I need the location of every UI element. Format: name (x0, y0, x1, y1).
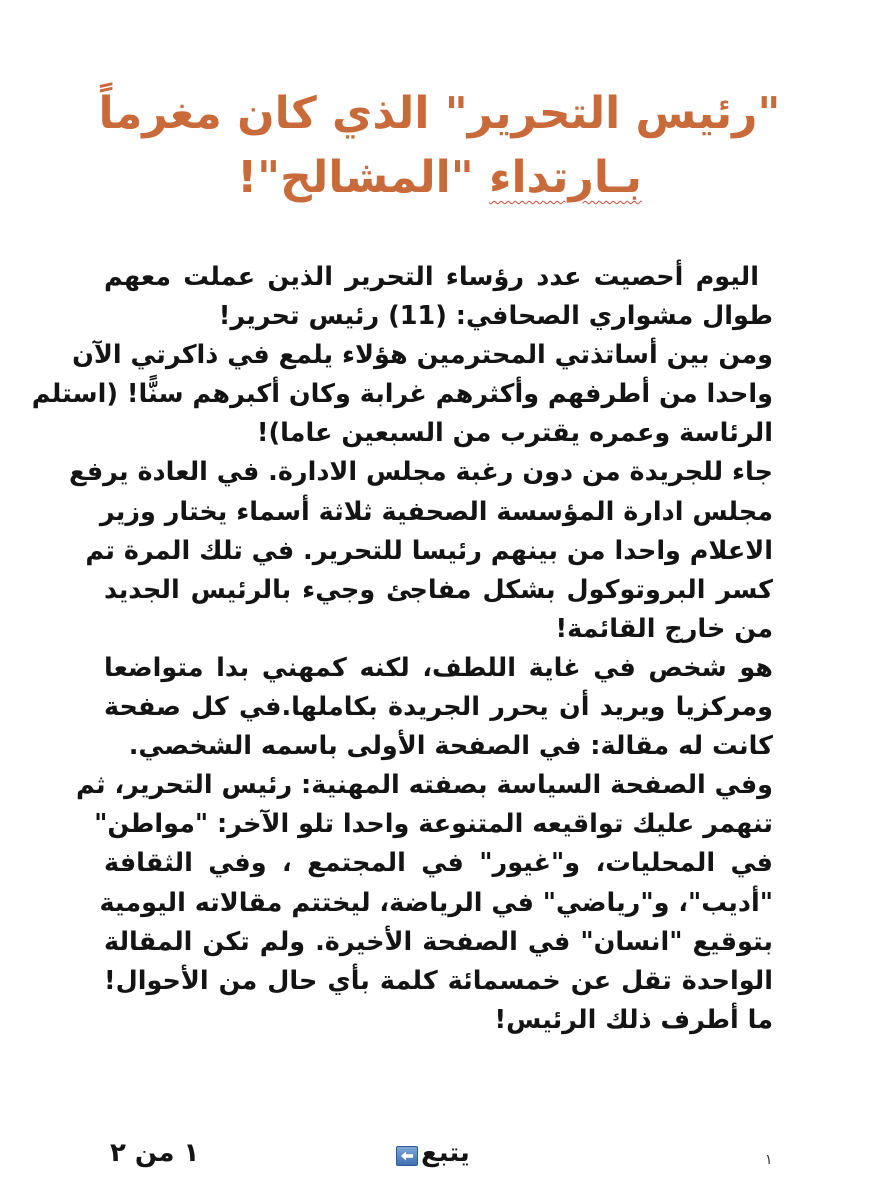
body-line: في المحليات، و"غيور" في المجتمع ، وفي الثقافة (104, 848, 773, 879)
body-line: ما أطرف ذلك الرئيس! (494, 1004, 773, 1035)
title-line-1: "رئيس التحرير" الذي كان مغرماً (98, 88, 781, 139)
body-line: الواحدة تقل عن خمسمائة كلمة بأي حال من الأحوال! (104, 965, 773, 996)
continue-label: يتبع (421, 1138, 470, 1168)
article-body (31, 258, 773, 1040)
body-line: هو شخص في غاية اللطف، لكنه كمهني بدا متواضعا (104, 652, 773, 683)
title-line-2: "المشالح"! (237, 152, 489, 203)
body-line: ومن بين أساتذتي المحترمين هؤلاء يلمع في ذاكرتي الآن (72, 340, 773, 371)
body-line: الاعلام واحدا من بينهم رئيسا للتحرير. في تلك المرة تم (85, 535, 773, 566)
page-count-label: ١ من ٢ (110, 1138, 200, 1168)
title-misspelled-word: بـارتداء (488, 152, 642, 203)
body-line: بتوقيع "انسان" في الصفحة الأخيرة. ولم تكن المقالة (104, 926, 773, 957)
body-line: واحدا من أطرفهم وأكثرهم غرابة وكان أكبرهم سنًّا! (استلم (31, 379, 773, 410)
article-title (60, 82, 819, 210)
continue-link[interactable] (396, 1138, 470, 1168)
page-footer (0, 1138, 879, 1178)
body-line: كانت له مقالة: في الصفحة الأولى باسمه الشخصي. (128, 731, 773, 762)
body-line: وفي الصفحة السياسة بصفته المهنية: رئيس التحرير، ثم (76, 770, 773, 801)
arrow-left-icon (396, 1146, 418, 1166)
body-line: اليوم أحصيت عدد رؤساء التحرير الذين عملت معهم (104, 262, 759, 292)
body-line: الرئاسة وعمره يقترب من السبعين عاما)! (256, 418, 773, 449)
body-line: جاء للجريدة من دون رغبة مجلس الادارة. في العادة يرفع (69, 457, 773, 488)
page-number: ١ (765, 1152, 773, 1168)
body-line: "أديب"، و"رياضي" في الرياضة، ليختتم مقالاته اليومية (99, 887, 773, 918)
body-line: مجلس ادارة المؤسسة الصحفية ثلاثة أسماء يختار وزير (99, 496, 773, 527)
body-line: ومركزيا ويريد أن يحرر الجريدة بكاملها.في كل صفحة (104, 692, 773, 723)
body-line: من خارج القائمة! (555, 613, 773, 644)
body-line: طوال مشواري الصحافي: (11) رئيس تحرير! (218, 301, 773, 332)
body-line: تنهمر عليك تواقيعه المتنوعة واحدا تلو الآخر: "مواطن" (94, 809, 773, 840)
body-line: كسر البروتوكول بشكل مفاجئ وجيء بالرئيس الجديد (104, 574, 773, 605)
